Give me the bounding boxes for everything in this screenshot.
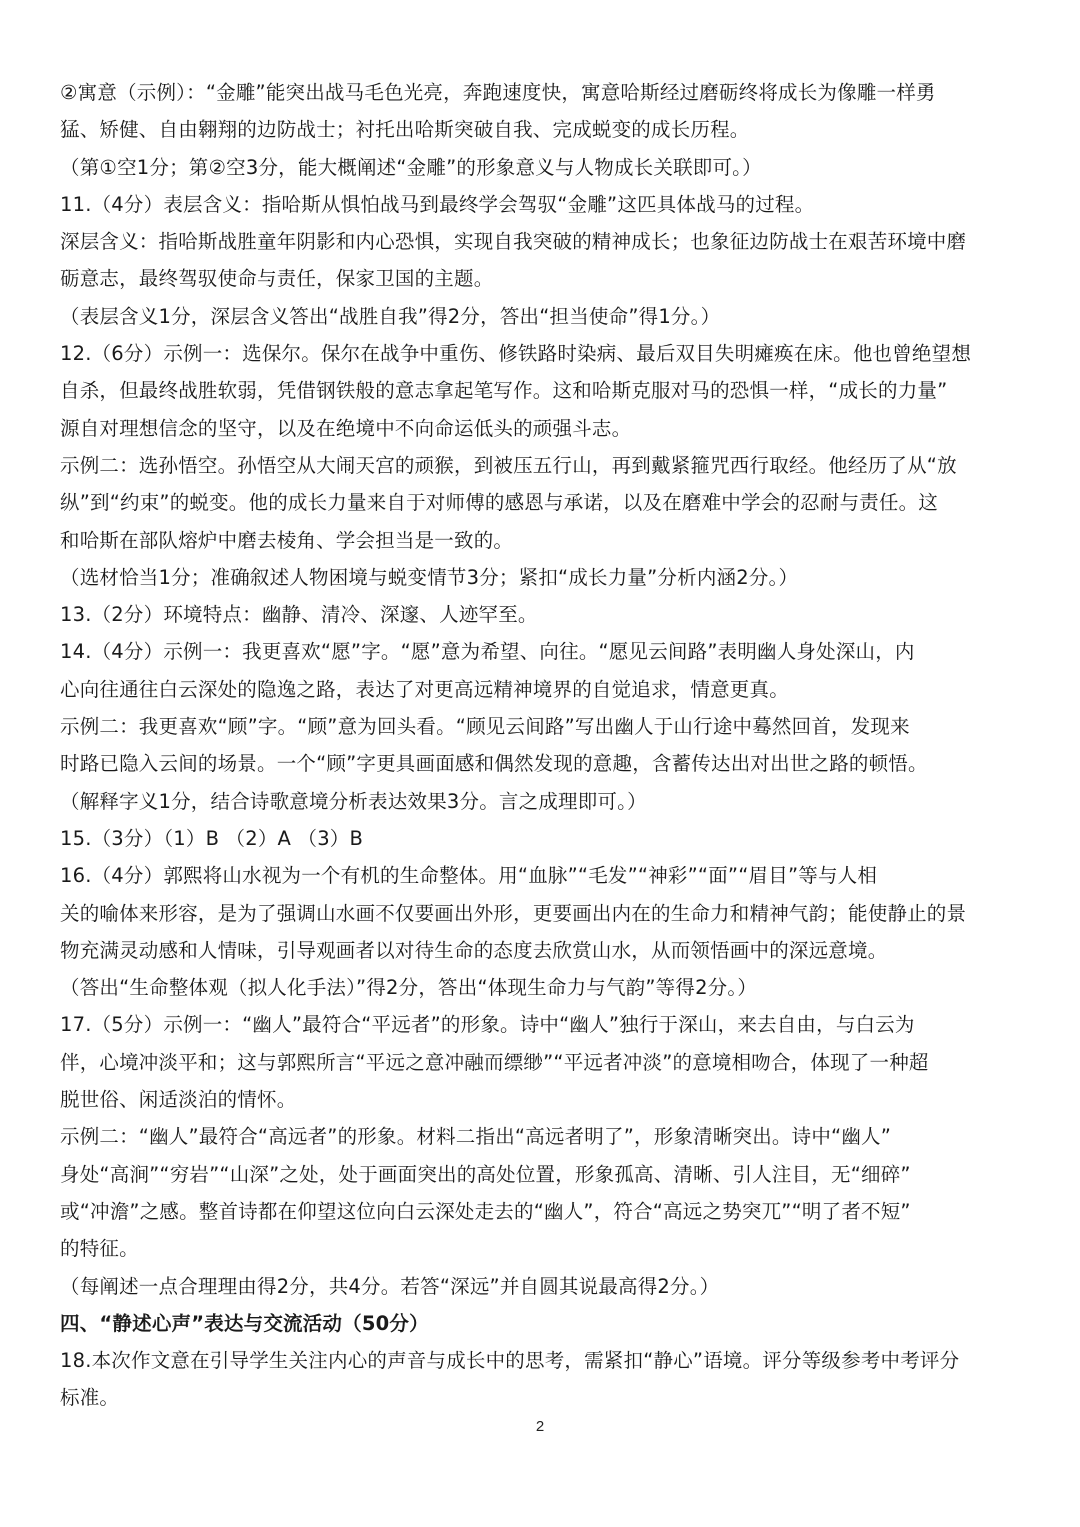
document-body xyxy=(60,74,1020,1417)
text-line: （第①空1分；第②空3分，能大概阐述“金雕”的形象意义与人物成长关联即可。） xyxy=(60,155,762,179)
text-line: 的特征。 xyxy=(60,1237,139,1261)
text-line: （每阐述一点合理理由得2分，共4分。若答“深远”并自圆其说最高得2分。） xyxy=(60,1274,720,1298)
text-line: 纵”到“约束”的蜕变。他的成长力量来自于对师傅的感恩与承诺，以及在磨难中学会的忍耐与责任。这 xyxy=(60,491,939,515)
text-line: 标准。 xyxy=(60,1386,120,1410)
text-line: 13.（2分）环境特点：幽静、清冷、深邃、人迹罕至。 xyxy=(60,603,538,627)
text-line: 或“冲澹”之感。整首诗都在仰望这位向白云深处走去的“幽人”，符合“高远之势突兀”“明了者不短” xyxy=(60,1199,911,1223)
text-line: 心向往通往白云深处的隐逸之路，表达了对更高远精神境界的自觉追求，情意更真。 xyxy=(60,677,789,701)
text-line: 15.（3分）（1）B （2）A （3）B xyxy=(60,826,364,850)
text-line: 示例二：“幽人”最符合“高远者”的形象。材料二指出“高远者明了”，形象清晰突出。诗中“幽人” xyxy=(60,1125,892,1149)
text-line: 示例二：选孙悟空。孙悟空从大闹天宫的顽猴，到被压五行山，再到戴紧箍咒西行取经。他经历了从“放 xyxy=(60,453,957,477)
text-line: 脱世俗、闲适淡泊的情怀。 xyxy=(60,1088,297,1112)
text-line: 12.（6分）示例一：选保尔。保尔在战争中重伤、修铁路时染病、最后双目失明瘫痪在床。他也曾绝望想 xyxy=(60,342,972,366)
text-line: 和哈斯在部队熔炉中磨去棱角、学会担当是一致的。 xyxy=(60,528,514,552)
text-line: 源自对理想信念的坚守，以及在绝境中不向命运低头的顽强斗志。 xyxy=(60,416,632,440)
text-line: 伴，心境冲淡平和；这与郭熙所言“平远之意冲融而缥缈”“平远者冲淡”的意境相吻合，体现了一种超 xyxy=(60,1050,929,1074)
text-line: （选材恰当1分；准确叙述人物困境与蜕变情节3分；紧扣“成长力量”分析内涵2分。） xyxy=(60,565,799,589)
text-line: 关的喻体来形容，是为了强调山水画不仅要画出外形，更要画出内在的生命力和精神气韵；能使静止的景 xyxy=(60,901,967,925)
text-line: （答出“生命整体观（拟人化手法）”得2分，答出“体现生命力与气韵”等得2分。） xyxy=(60,976,758,1000)
text-line: 时路已隐入云间的场景。一个“顾”字更具画面感和偶然发现的意趣，含蓄传达出对出世之路的顿悟。 xyxy=(60,752,928,776)
text-line: 11.（4分）表层含义：指哈斯从惧怕战马到最终学会驾驭“金雕”这匹具体战马的过程。 xyxy=(60,192,815,216)
section-heading: 四、“静述心声”表达与交流活动（50分） xyxy=(60,1311,429,1335)
text-line: 自杀，但最终战胜软弱，凭借钢铁般的意志拿起笔写作。这和哈斯克服对马的恐惧一样，“成长的力量” xyxy=(60,379,948,403)
text-line: 16.（4分）郭熙将山水视为一个有机的生命整体。用“血脉”“毛发”“神彩”“面”“眉目”等与人相 xyxy=(60,864,878,888)
page-number: 2 xyxy=(535,1418,545,1435)
text-line: 18.本次作文意在引导学生关注内心的声音与成长中的思考，需紧扣“静心”语境。评分等级参考中考评分 xyxy=(60,1349,960,1373)
text-line: 砺意志，最终驾驭使命与责任，保家卫国的主题。 xyxy=(60,267,494,291)
text-line: 身处“高涧”“穷岩”“山深”之处，处于画面突出的高处位置，形象孤高、清晰、引人注目，无“细碎” xyxy=(60,1162,911,1186)
text-line: 14.（4分）示例一：我更喜欢“愿”字。“愿”意为希望、向往。“愿见云间路”表明幽人身处深山，内 xyxy=(60,640,915,664)
text-line: （表层含义1分，深层含义答出“战胜自我”得2分，答出“担当使命”得1分。） xyxy=(60,304,721,328)
text-line: （解释字义1分，结合诗歌意境分析表达效果3分。言之成理即可。） xyxy=(60,789,647,813)
text-line: ②寓意（示例）：“金雕”能突出战马毛色光亮，奔跑速度快，寓意哈斯经过磨砺终将成长为像雕一样勇 xyxy=(60,81,936,104)
text-line: 示例二：我更喜欢“顾”字。“顾”意为回头看。“顾见云间路”写出幽人于山行途中蓦然回首，发现来 xyxy=(60,715,910,739)
text-line: 17.（5分）示例一：“幽人”最符合“平远者”的形象。诗中“幽人”独行于深山，来去自由，与白云为 xyxy=(60,1013,915,1037)
text-line: 深层含义：指哈斯战胜童年阴影和内心恐惧，实现自我突破的精神成长；也象征边防战士在艰苦环境中磨 xyxy=(60,230,967,254)
text-line: 物充满灵动感和人情味，引导观画者以对待生命的态度去欣赏山水，从而领悟画中的深远意境。 xyxy=(60,938,888,962)
text-line: 猛、矫健、自由翱翔的边防战士；衬托出哈斯突破自我、完成蜕变的成长历程。 xyxy=(60,118,750,142)
